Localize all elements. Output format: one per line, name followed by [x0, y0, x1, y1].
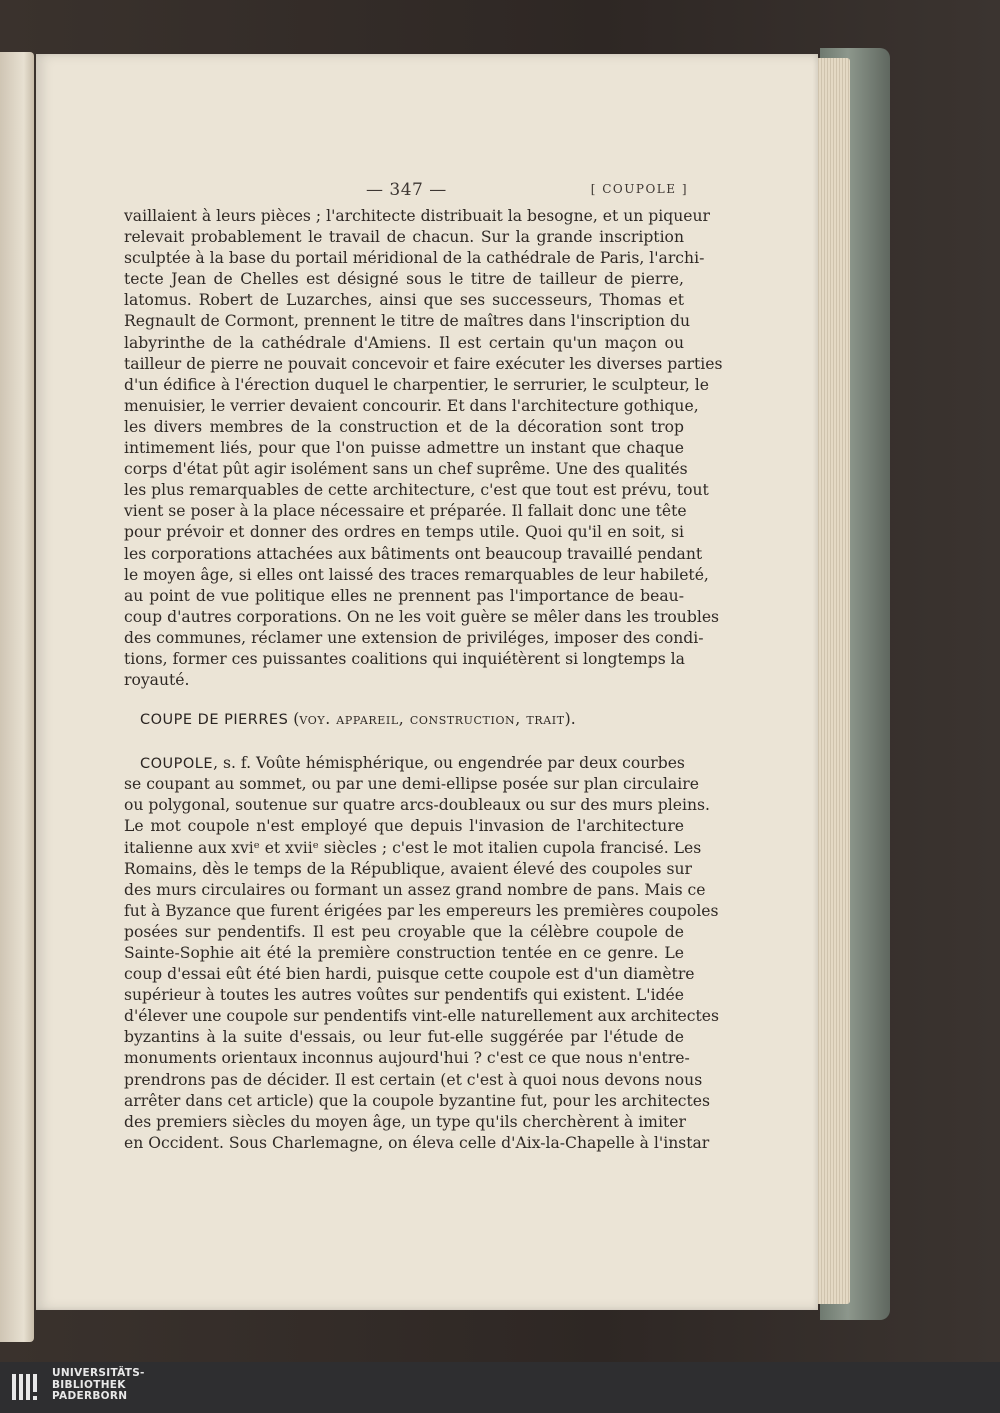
library-logo-icon	[10, 1370, 44, 1404]
text-line: vient se poser à la place nécessaire et préparée. Il fallait donc une tête	[124, 502, 687, 521]
page-number: — 347 —	[366, 180, 447, 200]
entry-headword: COUPE DE PIERRES	[140, 712, 289, 729]
library-name	[52, 1368, 145, 1403]
text-line: fut à Byzance que furent érigées par les empereurs les premières coupoles	[124, 901, 719, 920]
text-line: d'élever une coupole sur pendentifs vint-elle naturellement aux architectes	[124, 1007, 719, 1026]
entry-paren-open: (	[288, 710, 300, 729]
text-line: les plus remarquables de cette architecture, c'est que tout est prévu, tout	[124, 481, 709, 500]
text-line: se coupant au sommet, ou par une demi-ellipse posée sur plan circulaire	[124, 775, 699, 794]
library-name-line: PADERBORN	[52, 1390, 128, 1402]
entry-coupole	[124, 753, 719, 1154]
text-line: vaillaient à leurs pièces ; l'architecte distribuait la besogne, et un piqueur	[124, 207, 711, 225]
text-line: Sainte-Sophie ait été la première construction tentée en ce genre. Le	[124, 944, 684, 962]
text-line: Romains, dès le temps de la République, avaient élevé des coupoles sur	[124, 859, 692, 878]
library-name-line: UNIVERSITÄTS-	[52, 1367, 145, 1379]
text-line: les divers membres de la construction et de la décoration sont trop	[124, 417, 684, 436]
text-line: menuisier, le verrier devaient concourir. Et dans l'architecture gothique,	[124, 396, 699, 415]
text-line: tailleur de pierre ne pouvait concevoir et faire exécuter les diverses parties	[124, 354, 723, 373]
page-header	[36, 180, 818, 204]
text-line: latomus. Robert de Luzarches, ainsi que ses successeurs, Thomas et	[124, 291, 684, 310]
entry-paren-close: ).	[564, 710, 576, 729]
text-line: royauté.	[124, 671, 190, 690]
text-line: des communes, réclamer une extension de priviléges, imposer des condi-	[124, 628, 704, 647]
text-line: tecte Jean de Chelles est désigné sous le titre de tailleur de pierre,	[124, 270, 684, 289]
text-line: intimement liés, pour que l'on puisse admettre un instant que chaque	[124, 439, 684, 458]
text-line: pour prévoir et donner des ordres en temps utile. Quoi qu'il en soit, si	[124, 523, 684, 542]
text-line: Le mot coupole n'est employé que depuis l'invasion de l'architecture	[124, 817, 684, 836]
text-line: supérieur à toutes les autres voûtes sur pendentifs qui existent. L'idée	[124, 986, 684, 1005]
text-line: byzantins à la suite d'essais, ou leur fut-elle suggérée par l'étude de	[124, 1028, 684, 1047]
library-footer	[0, 1362, 1000, 1413]
text-line: des murs circulaires ou formant un assez grand nombre de pans. Mais ce	[124, 880, 706, 899]
entry-headword: COUPOLE	[140, 756, 214, 773]
text-line: italienne aux xviᵉ et xviiᵉ siècles ; c'est le mot italien cupola francisé. Les	[124, 838, 702, 857]
entry-definition-start: , s. f. Voûte hémisphérique, ou engendrée par deux courbes	[213, 754, 685, 773]
text-line: coup d'essai eût été bien hardi, puisque cette coupole est d'un diamètre	[124, 965, 695, 984]
text-line: ou polygonal, soutenue sur quatre arcs-doubleaux ou sur des murs pleins.	[124, 796, 710, 815]
entry-coupe-de-pierres	[124, 709, 684, 731]
text-line: Regnault de Cormont, prennent le titre de maîtres dans l'inscription du	[124, 312, 691, 331]
text-line: monuments orientaux inconnus aujourd'hui ? c'est ce que nous n'entre-	[124, 1049, 690, 1068]
book-page	[36, 54, 818, 1310]
running-head: [ COUPOLE ]	[590, 182, 688, 196]
text-line: le moyen âge, si elles ont laissé des traces remarquables de leur habileté,	[124, 565, 709, 584]
text-line: des premiers siècles du moyen âge, un type qu'ils cherchèrent à imiter	[124, 1112, 686, 1131]
text-line: en Occident. Sous Charlemagne, on éleva celle d'Aix-la-Chapelle à l'instar	[124, 1133, 710, 1152]
cross-reference: voy. appareil, construction, trait	[299, 710, 565, 729]
text-line: relevait probablement le travail de chacun. Sur la grande inscription	[124, 228, 684, 247]
text-line	[124, 753, 684, 774]
text-line: tions, former ces puissantes coalitions qui inquiétèrent si longtemps la	[124, 649, 685, 668]
text-line: corps d'état pût agir isolément sans un chef suprême. Une des qualités	[124, 460, 688, 479]
text-line: coup d'autres corporations. On ne les voit guère se mêler dans les troubles	[124, 607, 720, 626]
page-body	[124, 206, 723, 1154]
library-name-line: BIBLIOTHEK	[52, 1378, 126, 1391]
left-page-edge	[0, 52, 34, 1342]
text-line: les corporations attachées aux bâtiments ont beaucoup travaillé pendant	[124, 544, 703, 563]
text-line: posées sur pendentifs. Il est peu croyable que la célèbre coupole de	[124, 922, 684, 941]
text-line: arrêter dans cet article) que la coupole byzantine fut, pour les architectes	[124, 1091, 711, 1110]
paragraph-continued	[124, 206, 723, 691]
text-line: d'un édifice à l'érection duquel le charpentier, le serrurier, le sculpteur, le	[124, 375, 709, 394]
text-line: prendrons pas de décider. Il est certain (et c'est à quoi nous devons nous	[124, 1070, 703, 1089]
text-line: sculptée à la base du portail méridional de la cathédrale de Paris, l'archi-	[124, 249, 705, 268]
text-line: au point de vue politique elles ne prennent pas l'importance de beau-	[124, 586, 684, 605]
text-line: labyrinthe de la cathédrale d'Amiens. Il est certain qu'un maçon ou	[124, 333, 684, 352]
